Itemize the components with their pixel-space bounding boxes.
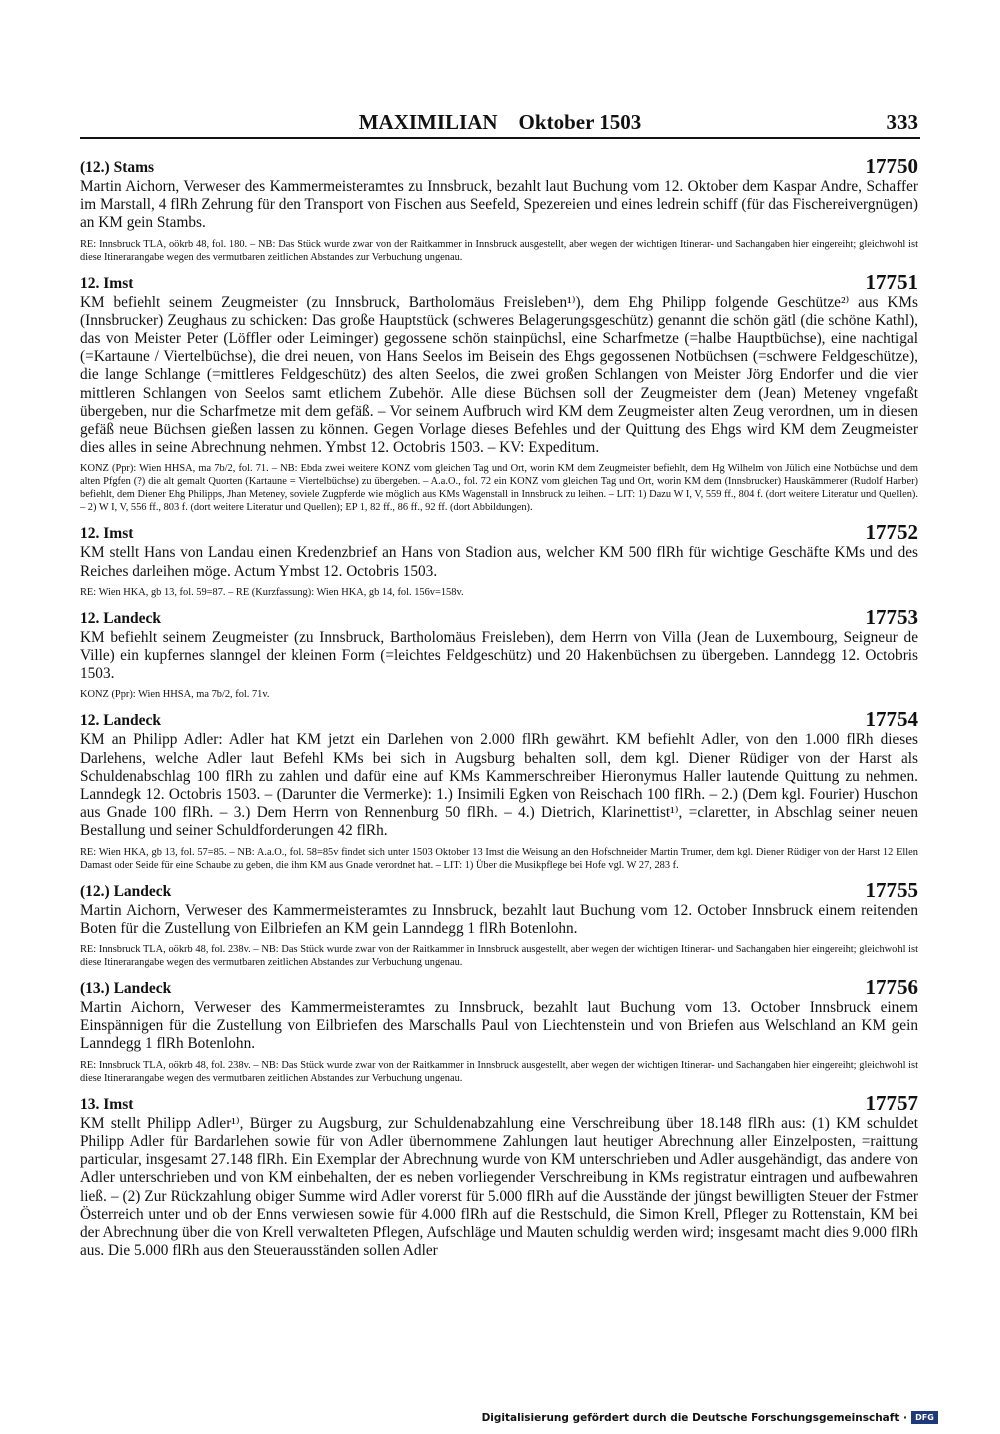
entry-text: Martin Aichorn, Verweser des Kammermeisteramtes zu Innsbruck, bezahlt laut Buchung vom 12. October Innsbruck einem reitenden Boten für die Zustellung von Eilbriefen an KM gein Lanndegg 1 flRh Botenlohn.: [80, 901, 918, 937]
document-entry: [80, 879, 918, 969]
entry-header: [80, 879, 918, 901]
entry-number: 17753: [865, 604, 918, 629]
entry-text: KM stellt Philipp Adler¹⁾, Bürger zu Augsburg, zur Schuldenabzahlung eine Verschreibung über 18.148 flRh aus: (1) KM schuldet Philipp Adler für Bardarlehen sowie für von Adler übernommene Zahlungen laut heutiger Abrechnung aller Einzelposten, =raittung particular, insgesamt 27.148 flRh. Ein Exemplar der Abrechnung wurde von KM unterschrieben und Adler ausgehändigt, das andere von Adler unterschrieben und von KM einbehalten, der es neben vorliegender Verschreibung in KMs registratur eintragen und aufbewahren ließ. – (2) Zur Rückzahlung obiger Summe wird Adler vorerst für 5.000 flRh auf die Ausstände der jüngst bewilligten Steuer der Fstmer Österreich unter und ob der Enns verwiesen sowie für 4.000 flRh auf die Restschuld, die Simon Krell, Pfleger zu Rottenstain, KM bei der Abrechnung über die von Krell verwalteten Pflegen, Aufschläge und Mauten schuldig werden wird; insgesamt macht dies 9.000 flRh aus. Die 5.000 flRh aus den Steuerausständen sollen Adler: [80, 1114, 918, 1260]
entry-date-place: 13. Imst: [80, 1095, 134, 1113]
entry-header: [80, 155, 918, 177]
entry-reference: RE: Innsbruck TLA, oökrb 48, fol. 238v. – NB: Das Stück wurde zwar von der Raitkammer in Innsbruck ausgestellt, aber wegen der wichtigen Itinerar- und Sachangaben hier eingereiht; gleichwohl ist diese Itinerarangabe wegen des vermutbaren zeitlichen Abstandes zur Verbuchung ungenau.: [80, 944, 918, 969]
entry-header: [80, 708, 918, 730]
document-entry: [80, 606, 918, 702]
entry-reference: KONZ (Ppr): Wien HHSA, ma 7b/2, fol. 71v.: [80, 689, 270, 701]
entry-text: KM stellt Hans von Landau einen Kredenzbrief an Hans von Stadion aus, welcher KM 500 flRh für wichtige Geschäfte KMs und des Reiches darleihen möge. Actum Ymbst 12. Octobris 1503.: [80, 544, 918, 580]
entry-text: KM befiehlt seinem Zeugmeister (zu Innsbruck, Bartholomäus Freisleben¹⁾), dem Ehg Philipp folgende Geschütze²⁾ aus KMs (Innsbrucker) Zeughaus zu schicken: Das große Hauptstück (schweres Belagerungsgeschütz) genannt die schön gätl (die schöne Kathl), das von Meister Peter (Löffler oder Leiminger) gegossene schön stainpüchsl, eine Scharfmetze (=halbe Hauptbüchse), eine nachtigal (=Kartaune / Viertelbüchse), die drei neuen, von Hans Seelos im Beisein des Ehgs gegossenen Notbüchsen (=schwere Feldgeschütze), die lange Schlange (=mittleres Feldgeschütz) des alten Seelos, die zwei großen Schlangen von Meister Jörg Endorfer und die vier mittleren Schlangen von Seelos samt etlichem Zubehör. Alle diese Büchsen soll der Zeugmeister dem (Jean) Meteney vngefaßt übergeben, nur die Scharfmetze mit dem gefäß. – Vor seinem Aufbruch wird KM dem Zeugmeister alten Zeug verordnen, um in diesen gefäß neue Büchsen gießen lassen zu können. Gegen Vorlage dieses Befehles und der Quittung des Ehgs wird KM dem Zeugmeister dies alles in seine Abrechnung nehmen. Ymbst 12. Octobris 1503. – KV: Expeditum.: [80, 293, 918, 457]
entry-date-place: (12.) Landeck: [80, 882, 172, 900]
entry-date-place: 12. Landeck: [80, 712, 161, 730]
running-header: [80, 108, 920, 138]
footer-credit: [482, 1411, 938, 1424]
entries-list: [80, 155, 918, 1267]
page-number: 333: [886, 110, 918, 134]
entry-reference: RE: Wien HKA, gb 13, fol. 59=87. – RE (Kurzfassung): Wien HKA, gb 14, fol. 156v=158v.: [80, 586, 464, 598]
entry-text: KM befiehlt seinem Zeugmeister (zu Innsbruck, Bartholomäus Freisleben), dem Herrn von Villa (Jean de Luxembourg, Seigneur de Ville) ein kupfernes slanngel der kleinen Form (=leichtes Feldgeschütz) und 20 Hakenbüchsen zu übergeben. Lanndegg 12. Octobris 1503.: [80, 628, 918, 683]
entry-date-place: 12. Imst: [80, 274, 134, 292]
entry-number: 17755: [865, 877, 918, 902]
document-entry: [80, 708, 918, 871]
entry-date-place: 12. Landeck: [80, 609, 161, 627]
page-title: MAXIMILIAN Oktober 1503: [358, 110, 642, 134]
document-entry: [80, 155, 918, 264]
entry-header: [80, 606, 918, 628]
entry-number: 17754: [865, 707, 918, 732]
entry-date-place: 12. Imst: [80, 525, 134, 543]
entry-reference: KONZ (Ppr): Wien HHSA, ma 7b/2, fol. 71. – NB: Ebda zwei weitere KONZ vom gleichen Tag und Ort, worin KM dem Zeugmeister befiehlt, dem Hg Wilhelm von Jülich eine Notbüchse und dem alten Pfgfen (?) die alt gemalt Quorten (Kartaune = Viertelbüchse) zu übergeben. – A.a.O., fol. 72 ein KONZ vom gleichen Tag und Ort, worin KM dem (Innsbrucker) Hauskämmerer (Rudolf Harber) befiehlt, dem Diener Ehg Philipps, Jhan Meteney, soviele Zugpferde wie möglich aus KMs Wagenstall in Innsbruck zu leihen. – LIT: 1) Dazu W I, V, 559 ff., 804 f. (dort weitere Literatur und Quellen). – 2) W I, V, 556 ff., 803 f. (dort weitere Literatur und Quellen); EP 1, 82 ff., 86 ff., 92 ff. (dort Abbildungen).: [80, 463, 918, 514]
entry-number: 17750: [865, 154, 918, 178]
entry-reference: RE: Innsbruck TLA, oökrb 48, fol. 238v. – NB: Das Stück wurde zwar von der Raitkammer in Innsbruck ausgestellt, aber wegen der wichtigen Itinerar- und Sachangaben hier eingereiht; gleichwohl ist diese Itinerarangabe wegen des vermutbaren zeitlichen Abstandes zur Verbuchung ungenau.: [80, 1059, 918, 1084]
entry-number: 17757: [865, 1090, 918, 1115]
entry-number: 17751: [865, 269, 918, 294]
entry-date-place: (12.) Stams: [80, 159, 155, 176]
entry-header: [80, 1092, 918, 1114]
document-entry: [80, 1092, 918, 1261]
entry-text: Martin Aichorn, Verweser des Kammermeisteramtes zu Innsbruck, bezahlt laut Buchung vom 13. October Innsbruck einem Einspännigen für die Zustellung von Eilbriefen des Marschalls Paul von Liechtenstein und von Briefen aus Welschland an KM gein Lanndegg 1 flRh Botenlohn.: [80, 999, 918, 1053]
entry-text: KM an Philipp Adler: Adler hat KM jetzt ein Darlehen von 2.000 flRh gewährt. KM befiehlt Adler, von den 1.000 flRh dieses Darlehens, welche Adler laut Befehl KMs bei sich in Augsburg behalten soll, dem kgl. Diener Rüdiger von der Harst als Schuldenabschlag 100 flRh zu zahlen und dafür eine auf KMs Kammerschreiber Hieronymus Haller lautende Quittung zu nehmen. Lanndegk 12. Octobris 1503. – (Darunter die Vermerke): 1.) Insimili Egken von Reischach 100 flRh. – 2.) (Dem kgl. Fourier) Huschon aus Gnade 100 flRh. – 3.) Dem Herrn von Rennenburg 50 flRh. – 4.) Dietrich, Klarinettist¹⁾, =claretter, in Abschlag seiner neuen Bestallung und seiner Schuldforderungen 42 flRh.: [80, 731, 918, 840]
dfg-logo: DFG: [911, 1411, 938, 1424]
entry-header: [80, 976, 918, 998]
entry-text: Martin Aichorn, Verweser des Kammermeisteramtes zu Innsbruck, bezahlt laut Buchung vom 12. Oktober dem Kaspar Andre, Schaffer im Marstall, 4 flRh Zehrung für den Transport von Fischen aus Seefeld, Spezereien und eines ledrein schiff (für das Fischereivergnügen) an KM gein Stambs.: [80, 178, 918, 232]
entry-date-place: (13.) Landeck: [80, 980, 172, 998]
entry-header: [80, 521, 918, 543]
entry-number: 17756: [865, 975, 918, 1000]
header-rule: [80, 137, 920, 139]
entry-number: 17752: [865, 520, 918, 545]
entry-header: [80, 271, 918, 293]
document-entry: [80, 976, 918, 1085]
footer-text: Digitalisierung gefördert durch die Deutsche Forschungsgemeinschaft ·: [481, 1411, 907, 1424]
entry-reference: RE: Wien HKA, gb 13, fol. 57=85. – NB: A.a.O., fol. 58=85v findet sich unter 1503 Oktober 13 Imst die Weisung an den Hofschneider Martin Trumer, dem kgl. Diener Rüdiger von der Harst 12 Ellen Damast oder Seide für eine Schaube zu geben, die ihm KM aus Gnade verordnet hat. – LIT: 1) Über die Musikpflege bei Hofe vgl. W 27, 283 f.: [80, 846, 918, 871]
document-entry: [80, 521, 918, 598]
document-entry: [80, 271, 918, 515]
entry-reference: RE: Innsbruck TLA, oökrb 48, fol. 180. – NB: Das Stück wurde zwar von der Raitkammer in Innsbruck ausgestellt, aber wegen der wichtigen Itinerar- und Sachangaben hier eingereiht; gleichwohl ist diese Itinerarangabe wegen des vermutbaren zeitlichen Abstandes zur Verbuchung ungenau.: [80, 238, 918, 263]
